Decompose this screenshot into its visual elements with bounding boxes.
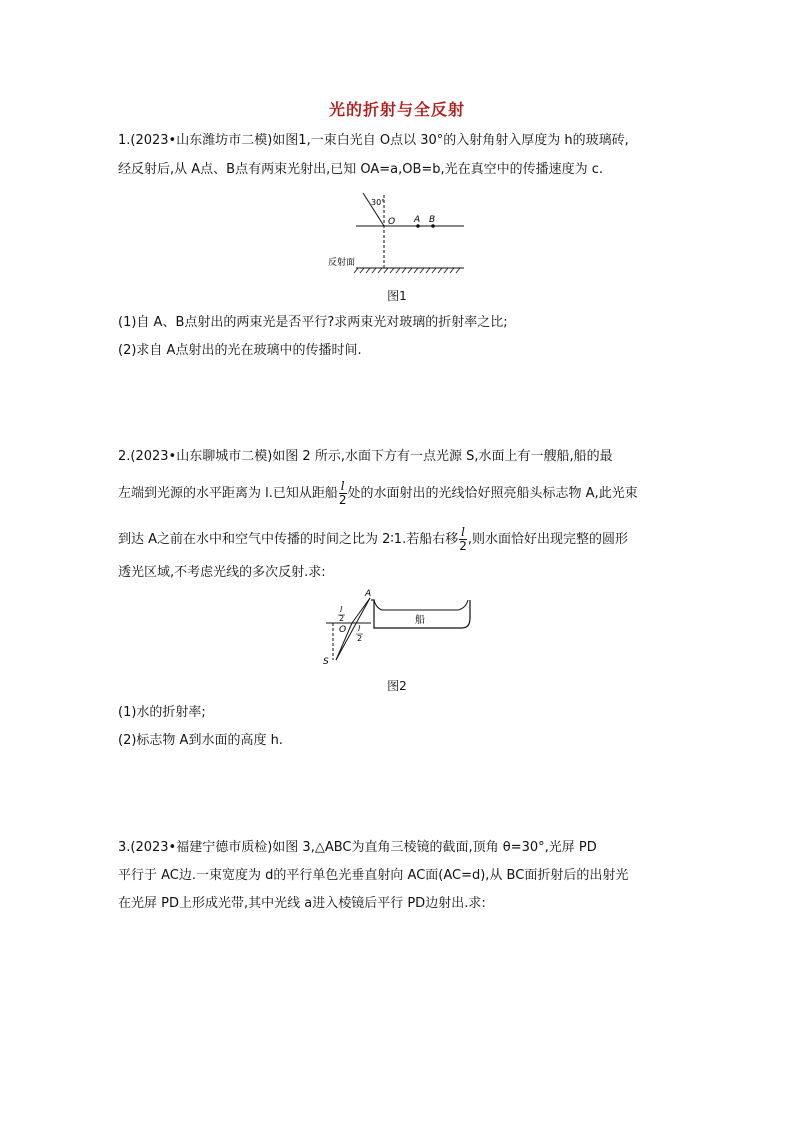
fig2-point-s: S (323, 657, 329, 667)
figure-1-caption: 图1 (387, 289, 407, 303)
figure-2 (318, 588, 478, 668)
fraction-l-over-2-b: $\frac{l}{2}$ (459, 525, 467, 553)
fig1-angle-label: 30° (371, 198, 386, 207)
fig1-surface-label: 反射面 (328, 258, 356, 268)
fig1-point-b: B (429, 215, 436, 225)
q2-line-3 (118, 526, 688, 553)
q3-line-1: 3.(2023•福建宁德市质检)如图 3,△ABC为直角三棱镜的截面,顶角 θ=30°,光屏 PD (118, 840, 597, 855)
fig1-point-o: O (388, 217, 396, 227)
q1-line-1: 1.(2023•山东潍坊市二模)如图1,一束白光自 O点以 30°的入射角射入厚度为 h的玻璃砖, (118, 133, 629, 148)
q1-line-2: 经反射后,从 A点、B点有两束光射出,已知 OA=a,OB=b,光在真空中的传播速度为 c. (118, 162, 604, 177)
fig2-point-a: A (365, 589, 372, 599)
fig2-half-den-1: 2 (339, 614, 345, 623)
q2-line-3b: ,则水面恰好出现完整的圆形 (467, 532, 628, 547)
fraction-l-over-2: $\frac{l}{2}$ (338, 479, 347, 507)
q2-sub-2: (2)标志物 A到水面的高度 h. (118, 733, 283, 748)
page-title: 光的折射与全反射 (328, 100, 465, 119)
fig2-boat-label: 船 (415, 615, 425, 626)
fig1-point-a: A (414, 215, 421, 225)
figure-1 (320, 190, 470, 275)
q2-line-2 (118, 480, 688, 507)
fig2-point-o: O (339, 625, 347, 635)
q3-line-3: 在光屏 PD上形成光带,其中光线 a进入棱镜后平行 PD边射出.求: (118, 896, 486, 911)
q2-line-3a: 到达 A之前在水中和空气中传播的时间之比为 2∶1.若船右移 (118, 532, 459, 547)
figure-2-caption: 图2 (387, 679, 407, 693)
q1-sub-2: (2)求自 A点射出的光在玻璃中的传播时间. (118, 343, 362, 358)
q2-line-4: 透光区域,不考虑光线的多次反射.求: (118, 565, 326, 580)
q2-line-1: 2.(2023•山东聊城市二模)如图 2 所示,水面下方有一点光源 S,水面上有一艘船,船的最 (118, 449, 613, 464)
q2-line-2b: 处的水面射出的光线恰好照亮船头标志物 A,此光束 (347, 486, 638, 501)
q2-line-2a: 左端到光源的水平距离为 l.已知从距船 (118, 486, 338, 501)
q1-sub-1: (1)自 A、B点射出的两束光是否平行?求两束光对玻璃的折射率之比; (118, 315, 508, 330)
fig2-half-den-2: 2 (357, 634, 363, 643)
q3-line-2: 平行于 AC边.一束宽度为 d的平行单色光垂直射向 AC面(AC=d),从 BC面折射后的出射光 (118, 868, 629, 883)
fig2-half-num-1: l (340, 605, 343, 614)
fig2-half-num-2: l (358, 624, 361, 633)
q2-sub-1: (1)水的折射率; (118, 705, 206, 720)
